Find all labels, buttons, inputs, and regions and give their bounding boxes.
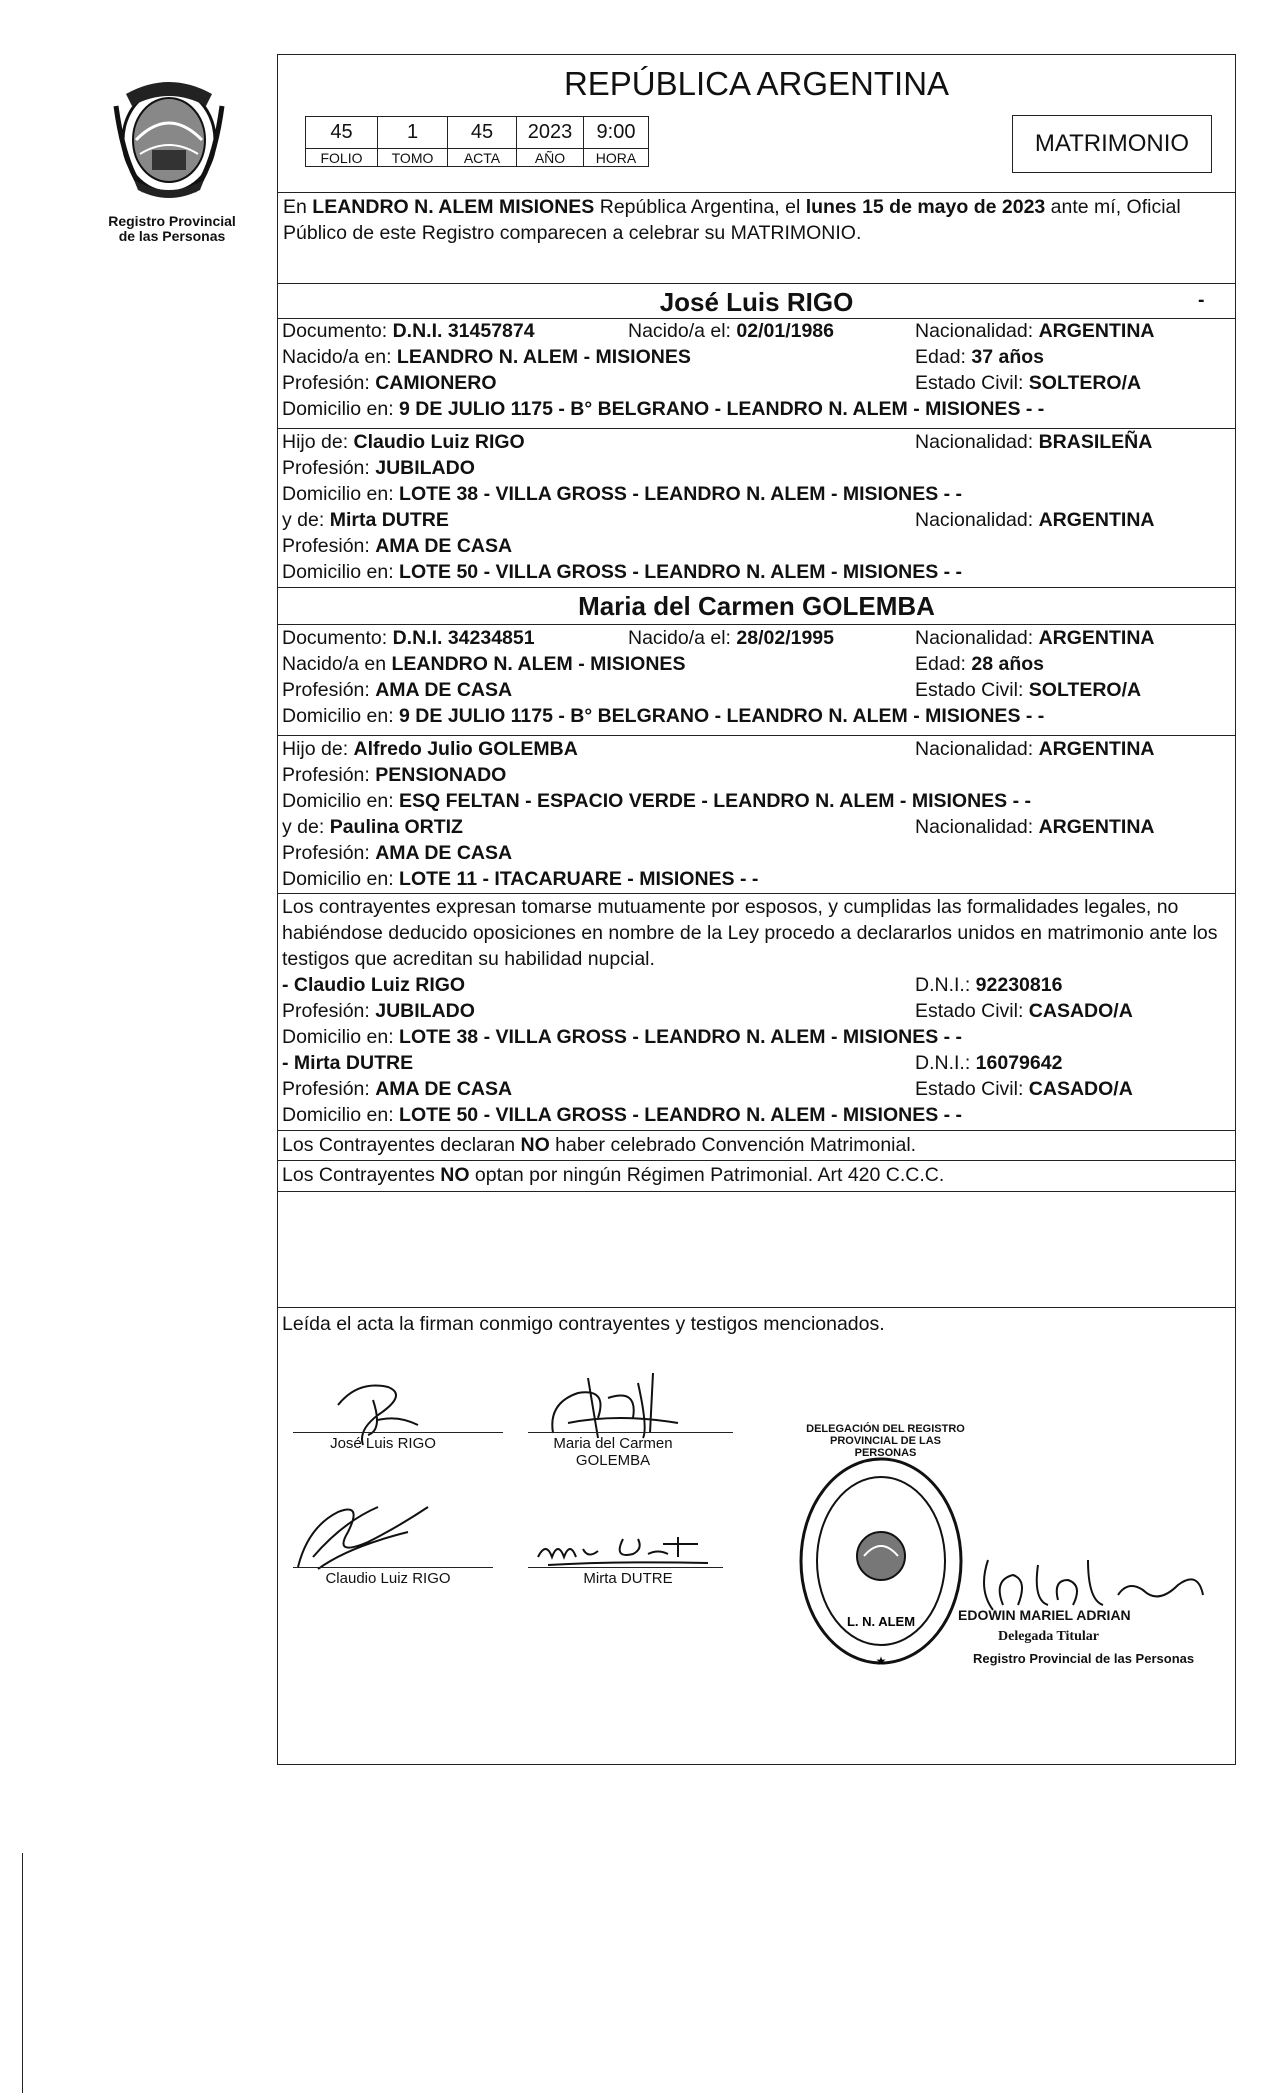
party2-father: Hijo de: Alfredo Julio GOLEMBA <box>282 738 578 760</box>
party2-mother-profession: Profesión: AMA DE CASA <box>282 842 513 864</box>
witness2-civil-status: Estado Civil: CASADO/A <box>915 1078 1133 1100</box>
party1-father-address: Domicilio en: LOTE 38 - VILLA GROSS - LEANDRO N. ALEM - MISIONES - - <box>282 483 963 505</box>
delegate-title: Delegada Titular <box>998 1629 1099 1644</box>
tomo-value: 1 <box>378 117 448 149</box>
delegate-organization: Registro Provincial de las Personas <box>973 1651 1195 1666</box>
party2-birthdate: Nacido/a el: 28/02/1995 <box>628 627 835 649</box>
acta-label: ACTA <box>448 149 517 167</box>
witness1-profession: Profesión: JUBILADO <box>282 1000 475 1022</box>
witness1-address: Domicilio en: LOTE 38 - VILLA GROSS - LEANDRO N. ALEM - MISIONES - - <box>282 1026 963 1048</box>
signature-line <box>293 1567 493 1568</box>
party1-nationality: Nacionalidad: ARGENTINA <box>915 320 1155 342</box>
party2-profession: Profesión: AMA DE CASA <box>282 679 513 701</box>
certificate-frame <box>277 54 1236 1765</box>
party2-father-address: Domicilio en: ESQ FELTAN - ESPACIO VERDE - LEANDRO N. ALEM - MISIONES - - <box>282 790 1032 812</box>
divider <box>278 1307 1235 1308</box>
party1-address: Domicilio en: 9 DE JULIO 1175 - B° BELGRANO - LEANDRO N. ALEM - MISIONES - - <box>282 398 1045 420</box>
party2-nationality: Nacionalidad: ARGENTINA <box>915 627 1155 649</box>
party2-mother-address: Domicilio en: LOTE 11 - ITACARUARE - MISIONES - - <box>282 868 759 890</box>
closing-statement: Leída el acta la firman conmigo contrayentes y testigos mencionados. <box>282 1313 885 1335</box>
party1-mother-nationality: Nacionalidad: ARGENTINA <box>915 509 1155 531</box>
signature-line <box>528 1432 733 1433</box>
party1-mother-profession: Profesión: AMA DE CASA <box>282 535 513 557</box>
divider <box>278 587 1235 588</box>
folio-value: 45 <box>306 117 378 149</box>
hour-label: HORA <box>584 149 649 167</box>
divider <box>278 1160 1235 1161</box>
stamp-ring-text: DELEGACIÓN DEL REGISTRO PROVINCIAL DE LAS PERSONAS <box>806 1423 965 1459</box>
page-edge-line <box>22 1853 23 2093</box>
tomo-label: TOMO <box>378 149 448 167</box>
party2-birthplace: Nacido/a en LEANDRO N. ALEM - MISIONES <box>282 653 686 675</box>
witness2-profession: Profesión: AMA DE CASA <box>282 1078 513 1100</box>
acta-value: 45 <box>448 117 517 149</box>
official-stamp-icon <box>796 1451 966 1671</box>
party1-mark: - <box>1198 289 1205 311</box>
party2-mother-nationality: Nacionalidad: ARGENTINA <box>915 816 1155 838</box>
party1-name: José Luis RIGO <box>659 287 854 317</box>
divider <box>278 192 1235 193</box>
party1-birthdate: Nacido/a el: 02/01/1986 <box>628 320 835 342</box>
signature-line <box>293 1432 503 1433</box>
witness2-address: Domicilio en: LOTE 50 - VILLA GROSS - LEANDRO N. ALEM - MISIONES - - <box>282 1104 963 1126</box>
party1-document: Documento: D.N.I. 31457874 <box>282 320 535 342</box>
witness1-civil-status: Estado Civil: CASADO/A <box>915 1000 1133 1022</box>
declaration-paragraph: Los contrayentes expresan tomarse mutuamente por esposos, y cumplidas las formalidades legales, no habiéndose deducido oposiciones en nombre de la Ley procedo a declararlos unidos en matrimonio ante los testigos que acreditan su habilidad nupcial. <box>282 896 1218 970</box>
folio-label: FOLIO <box>306 149 378 167</box>
party2-address: Domicilio en: 9 DE JULIO 1175 - B° BELGRANO - LEANDRO N. ALEM - MISIONES - - <box>282 705 1045 727</box>
convention-line1: Los Contrayentes declaran NO haber celebrado Convención Matrimonial. <box>282 1134 917 1156</box>
party1-mother: y de: Mirta DUTRE <box>282 509 449 531</box>
divider <box>278 1191 1235 1192</box>
party2-father-nationality: Nacionalidad: ARGENTINA <box>915 738 1155 760</box>
party2-age: Edad: 28 años <box>915 653 1045 675</box>
hour-value: 9:00 <box>584 117 649 149</box>
signature-mirta-dutre <box>528 1529 718 1571</box>
signature-line <box>528 1567 723 1568</box>
party1-father: Hijo de: Claudio Luiz RIGO <box>282 431 525 453</box>
signature-label-3: Claudio Luiz RIGO <box>325 1570 451 1587</box>
witness2-name: - Mirta DUTRE <box>282 1052 414 1074</box>
convention-line2: Los Contrayentes NO optan por ningún Régimen Patrimonial. Art 420 C.C.C. <box>282 1164 945 1186</box>
signature-label-2: Maria del Carmen GOLEMBA <box>553 1435 673 1469</box>
witness1-dni: D.N.I.: 92230816 <box>915 974 1063 996</box>
party2-father-profession: Profesión: PENSIONADO <box>282 764 507 786</box>
signature-label-4: Mirta DUTRE <box>583 1570 673 1587</box>
document-title: REPÚBLICA ARGENTINA <box>563 65 950 102</box>
party2-mother: y de: Paulina ORTIZ <box>282 816 463 838</box>
year-value: 2023 <box>517 117 584 149</box>
act-type-box: MATRIMONIO <box>1012 115 1212 173</box>
party2-document: Documento: D.N.I. 34234851 <box>282 627 535 649</box>
witness2-dni: D.N.I.: 16079642 <box>915 1052 1063 1074</box>
party2-name: Maria del Carmen GOLEMBA <box>578 591 935 621</box>
party1-age: Edad: 37 años <box>915 346 1045 368</box>
stamp-center-text: L. N. ALEM <box>846 1614 916 1629</box>
intro-paragraph: En LEANDRO N. ALEM MISIONES República Argentina, el lunes 15 de mayo de 2023 ante mí, Oficial Público de este Registro comparecen a celebrar su MATRIMONIO. <box>283 196 1181 244</box>
provincial-emblem-icon <box>104 76 234 201</box>
party1-father-nationality: Nacionalidad: BRASILEÑA <box>915 431 1153 453</box>
divider <box>278 1130 1235 1131</box>
logo-caption: Registro Provincial de las Personas <box>108 213 236 244</box>
divider <box>278 283 1235 284</box>
party1-civil-status: Estado Civil: SOLTERO/A <box>915 372 1142 394</box>
party1-birthplace: Nacido/a en: LEANDRO N. ALEM - MISIONES <box>282 346 691 368</box>
witness1-name: - Claudio Luiz RIGO <box>282 974 466 996</box>
party1-mother-address: Domicilio en: LOTE 50 - VILLA GROSS - LEANDRO N. ALEM - MISIONES - - <box>282 561 963 583</box>
party1-father-profession: Profesión: JUBILADO <box>282 457 475 479</box>
party1-profession: Profesión: CAMIONERO <box>282 372 497 394</box>
year-label: AÑO <box>517 149 584 167</box>
signature-claudio-luiz-rigo <box>288 1487 438 1577</box>
signature-label-1: José Luis RIGO <box>330 1435 436 1452</box>
registry-table <box>305 116 649 167</box>
stamp-star-icon: ★ <box>875 1654 887 1668</box>
delegate-name: EDOWIN MARIEL ADRIAN <box>958 1607 1131 1623</box>
party2-civil-status: Estado Civil: SOLTERO/A <box>915 679 1142 701</box>
